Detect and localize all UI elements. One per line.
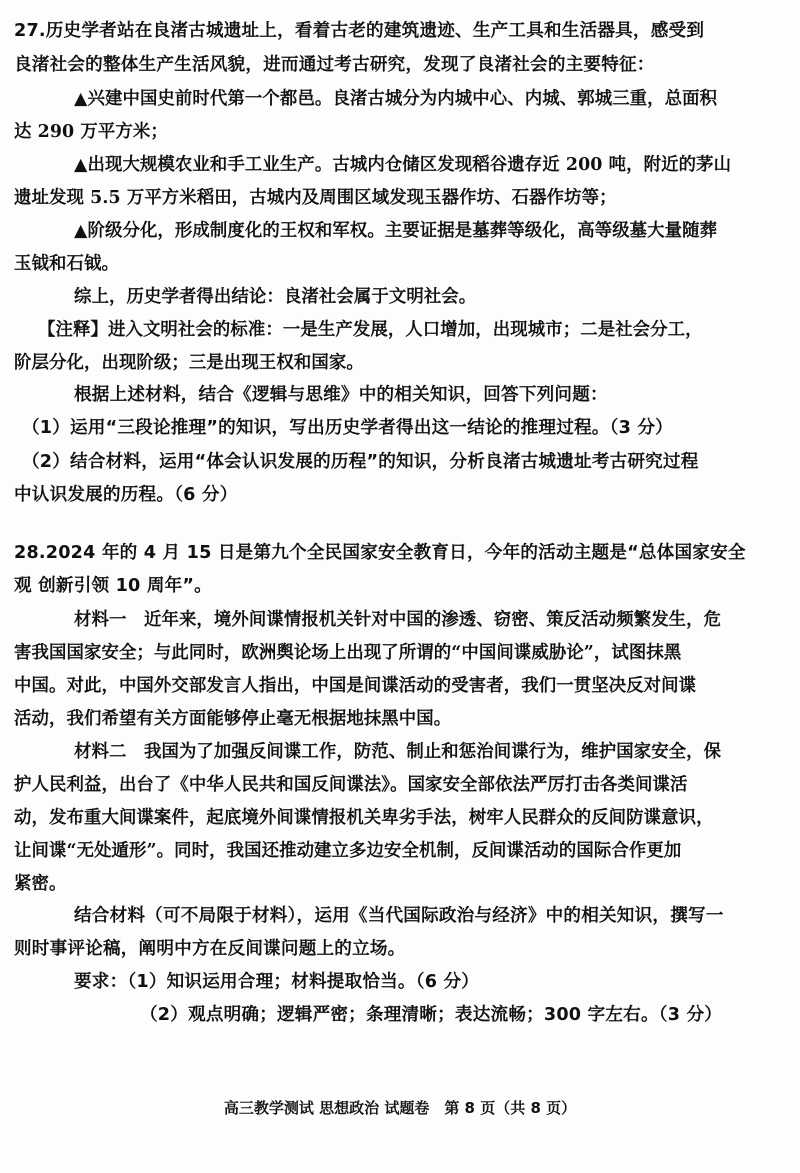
q28-material-2-cont: 让间谍“无处遁形”。同时，我国还推动建立多边安全机制，反间谍活动的国际合作更加 (14, 841, 682, 861)
q28-material-2-cont: 紧密。 (14, 874, 67, 894)
q27-conclusion: 综上，历史学者得出结论：良渚社会属于文明社会。 (74, 287, 477, 307)
q28-instruction-cont: 则时事评论稿，阐明中方在反间谍问题上的立场。 (14, 939, 406, 959)
q27-stem-line: 27.历史学者站在良渚古城遗址上，看着古老的建筑遗迹、生产工具和生活器具，感受到 (14, 21, 705, 41)
q27-feature-city-cont: 达 290 万平方米； (14, 122, 168, 142)
q28-requirement-1: 要求：（1）知识运用合理；材料提取恰当。（6 分） (74, 972, 480, 992)
q28-material-2: 材料二 我国为了加强反间谍工作，防范、制止和惩治间谍行为，维护国家安全，保 (74, 742, 722, 762)
q28-stem-line: 观 创新引领 10 周年”。 (14, 576, 212, 596)
q28-material-1-cont: 中国。对此，中国外交部发言人指出，中国是间谍活动的受害者，我们一贯坚决反对间谍 (14, 676, 697, 696)
q28-material-1-cont: 活动，我们希望有关方面能够停止毫无根据地抹黑中国。 (14, 709, 452, 729)
q27-feature-production-cont: 遗址发现 5.5 万平方米稻田，古城内及周围区域发现玉器作坊、石器作坊等； (14, 188, 617, 208)
q28-material-1-cont: 害我国国家安全；与此同时，欧洲舆论场上出现了所谓的“中国间谍威胁论”，试图抹黑 (14, 643, 682, 663)
q27-stem-line: 良渚社会的整体生产生活风貌，进而通过考古研究，发现了良渚社会的主要特征： (14, 55, 655, 75)
page-footer: 高三教学测试 思想政治 试题卷 第 8 页（共 8 页） (223, 1099, 577, 1117)
q28-material-1: 材料一 近年来，境外间谍情报机关针对中国的渗透、窃密、策反活动频繁发生，危 (74, 610, 722, 630)
q28-material-2-cont: 动，发布重大间谍案件，起底境外间谍情报机关卑劣手法，树牢人民群众的反间防谍意识， (14, 808, 714, 828)
q27-subquestion-2-cont: 中认识发展的历程。（6 分） (14, 485, 238, 505)
q27-feature-class: ▲阶级分化，形成制度化的王权和军权。主要证据是墓葬等级化，高等级墓大量随葬 (74, 221, 718, 241)
q28-stem-line: 28.2024 年的 4 月 15 日是第九个全民国家安全教育日，今年的活动主题是“总体国家安全 (14, 543, 746, 563)
q27-feature-class-cont: 玉钺和石钺。 (14, 254, 119, 274)
q27-feature-city: ▲兴建中国史前时代第一个都邑。良渚古城分为内城中心、内城、郭城三重，总面积 (74, 89, 718, 109)
q28-material-2-cont: 护人民利益，出台了《中华人民共和国反间谍法》。国家安全部依法严厉打击各类间谍活 (14, 775, 688, 795)
q27-feature-production: ▲出现大规模农业和手工业生产。古城内仓储区发现稻谷遗存近 200 吨，附近的茅山 (74, 155, 732, 175)
q27-subquestion-2: （2）结合材料，运用“体会认识发展的历程”的知识，分析良渚古城遗址考古研究过程 (22, 452, 699, 472)
q27-subquestion-1: （1）运用“三段论推理”的知识，写出历史学者得出这一结论的推理过程。（3 分） (22, 418, 673, 438)
q28-instruction: 结合材料（可不局限于材料），运用《当代国际政治与经济》中的相关知识，撰写一 (74, 906, 724, 926)
q27-instruction: 根据上述材料，结合《逻辑与思维》中的相关知识，回答下列问题： (74, 385, 608, 405)
q27-note: 【注释】进入文明社会的标准：一是生产发展，人口增加，出现城市；二是社会分工， (38, 320, 703, 340)
q28-requirement-2: （2）观点明确；逻辑严密；条理清晰；表达流畅；300 字左右。（3 分） (140, 1005, 723, 1025)
q27-note-cont: 阶层分化，出现阶级；三是出现王权和国家。 (14, 353, 364, 373)
